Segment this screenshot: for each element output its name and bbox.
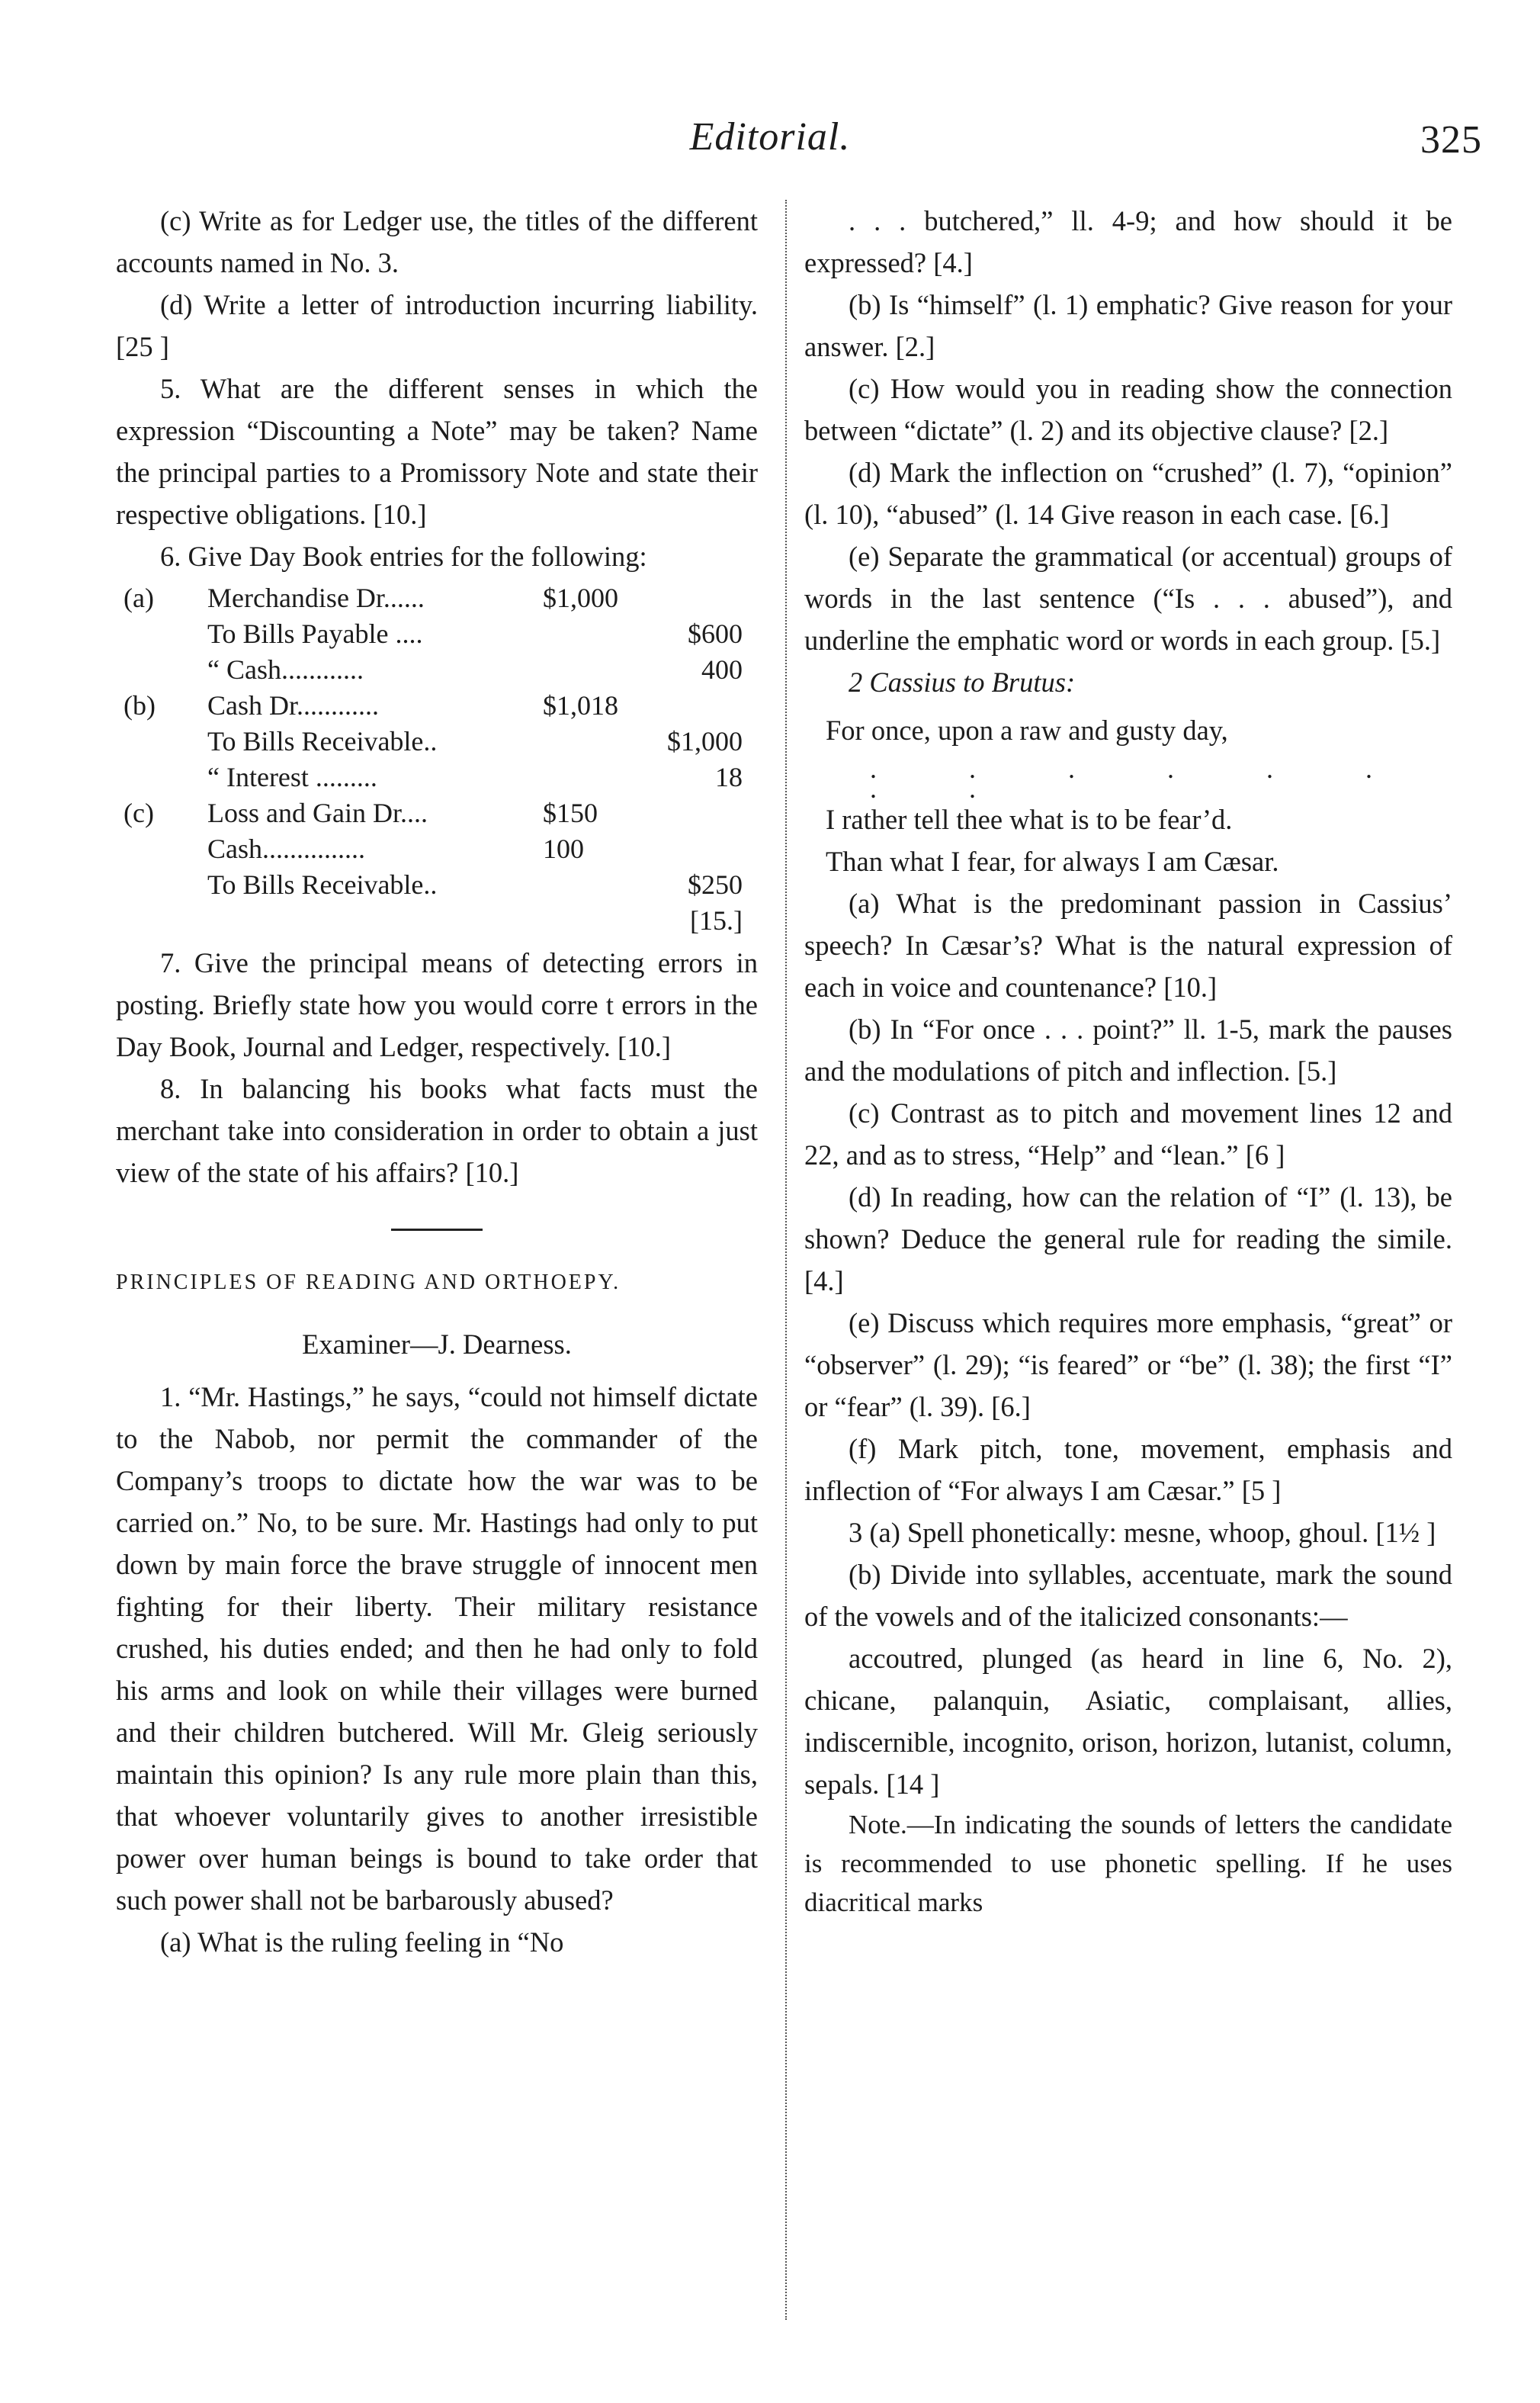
question-4d: (d) Write a letter of introduction incurring liability. [25 ]: [116, 289, 758, 362]
entry-text: To Bills Receivable..: [207, 869, 438, 900]
section-title: PRINCIPLES OF READING AND ORTHOEPY.: [116, 1271, 621, 1294]
question-1e: (e) Separate the grammatical (or accentual) groups of words in the last sentence (“Is . . . abused”), and underline the emphatic word or words in each group. [5.]: [804, 541, 1452, 656]
question-1a-start: (a) What is the ruling feeling in “No: [160, 1926, 564, 1958]
entry-row: [116, 580, 758, 616]
question-3a: 3 (a) Spell phonetically: mesne, whoop, ghoul. [1½ ]: [849, 1517, 1436, 1548]
entry-text: Cash Dr............: [207, 690, 379, 721]
question-3b-words: accoutred, plunged (as heard in line 6, No. 2), chicane, palanquin, Asiatic, complaisant, allies, indiscernible, incognito, orison, horizon, lutanist, column, sepals. [14 ]: [804, 1643, 1452, 1800]
entry-debit: $1,000: [543, 583, 618, 613]
entry-credit: $1,000: [667, 726, 743, 757]
quote-line: I rather tell thee what is to be fear’d.: [826, 804, 1233, 835]
entry-credit: 400: [701, 654, 743, 685]
entry-text: Cash...............: [207, 834, 365, 864]
question-6: 6. Give Day Book entries for the following:: [160, 541, 647, 572]
page-header: [0, 114, 1540, 175]
entry-text: “ Cash............: [207, 654, 364, 685]
question-2e: (e) Discuss which requires more emphasis, “great” or “observer” (l. 29); “is feared” or “be” (l. 38); the first “I” or “fear” (l. 39). [6.]: [804, 1307, 1452, 1422]
entry-row: [116, 724, 758, 760]
running-head: Editorial.: [689, 115, 851, 159]
entry-label: (a): [124, 583, 154, 613]
quote-ellipsis: . . . . . . . .: [870, 753, 1415, 804]
question-7: 7. Give the principal means of detecting errors in posting. Briefly state how you would corre t errors in the Day Book, Journal and Ledger, respectively. [10.]: [116, 947, 758, 1062]
entry-row: [116, 688, 758, 724]
quote-line: Than what I fear, for always I am Cæsar.: [826, 846, 1279, 877]
entry-row: [116, 867, 758, 903]
entry-row: [116, 652, 758, 688]
entry-row: [116, 616, 758, 652]
passage: 1. “Mr. Hastings,” he says, “could not himself dictate to the Nabob, nor permit the commander of the Company’s troops to dictate how the war was to be carried on.” No, to be sure. Mr. Hastings had only to put down by main force the brave struggle of innocent men fighting for their liberty. Their military resistance crushed, his duties ended; and then he had only to fold his arms and look on while their villages were burned and their children butchered. Will Mr. Gleig seriously maintain this opinion? Is any rule more plain than this, that whoever voluntarily gives to another irresistible power over human beings is bound to take order that such power shall not be barbarously abused?: [116, 1381, 758, 1916]
note: Note.—In indicating the sounds of letters the candidate is recommended to use phonetic spelling. If he uses diacritical marks: [804, 1810, 1452, 1917]
question-2a: (a) What is the predominant passion in Cassius’ speech? In Cæsar’s? What is the natural expression of each in voice and countenance? [10.]: [804, 888, 1452, 1003]
entry-debit: $150: [543, 798, 598, 828]
poem-quote: [826, 709, 1452, 882]
question-1a-continued: . . . butchered,” ll. 4-9; and how should it be expressed? [4.]: [804, 205, 1452, 278]
section-rule: [391, 1229, 483, 1231]
question-2d: (d) In reading, how can the relation of “I” (l. 13), be shown? Deduce the general rule for reading the simile. [4.]: [804, 1181, 1452, 1296]
entry-text: “ Interest .........: [207, 762, 377, 792]
question-1c: (c) How would you in reading show the connection between “dictate” (l. 2) and its objective clause? [2.]: [804, 373, 1452, 446]
question-5: 5. What are the different senses in which the expression “Discounting a Note” may be taken? Name the principal parties to a Promissory Note and state their respective obligations. [10.]: [116, 373, 758, 530]
question-3b: (b) Divide into syllables, accentuate, mark the sound of the vowels and of the italicized consonants:—: [804, 1559, 1452, 1632]
entry-debit: 100: [543, 834, 584, 864]
entry-credit: $600: [688, 618, 743, 649]
question-4c: (c) Write as for Ledger use, the titles of the different accounts named in No. 3.: [116, 205, 758, 278]
right-column: [804, 200, 1452, 1922]
entry-text: To Bills Receivable..: [207, 726, 438, 757]
entry-label: (b): [124, 690, 156, 721]
question-8: 8. In balancing his books what facts must the merchant take into consideration in order to obtain a just view of the state of his affairs? [10.]: [116, 1073, 758, 1188]
left-column: [116, 200, 758, 1963]
entry-credit: 18: [715, 762, 743, 792]
question-1d: (d) Mark the inflection on “crushed” (l. 7), “opinion” (l. 10), “abused” (l. 14 Give reason in each case. [6.]: [804, 457, 1452, 530]
entry-text: To Bills Payable ....: [207, 618, 423, 649]
examiner-line: Examiner—J. Dearness.: [302, 1328, 572, 1360]
entry-row: [116, 760, 758, 795]
entry-row: [116, 795, 758, 831]
entry-label: (c): [124, 798, 154, 828]
question-2b: (b) In “For once . . . point?” ll. 1-5, mark the pauses and the modulations of pitch and inflection. [5.]: [804, 1014, 1452, 1087]
day-book-entries: [116, 580, 758, 939]
question-2f: (f) Mark pitch, tone, movement, emphasis and inflection of “For always I am Cæsar.” [5 ]: [804, 1433, 1452, 1506]
entry-text: Merchandise Dr......: [207, 583, 425, 613]
question-2-heading: 2 Cassius to Brutus:: [849, 667, 1076, 698]
page-number: 325: [1420, 118, 1482, 162]
entry-debit: $1,018: [543, 690, 618, 721]
entry-text: Loss and Gain Dr....: [207, 798, 428, 828]
question-1b: (b) Is “himself” (l. 1) emphatic? Give reason for your answer. [2.]: [804, 289, 1452, 362]
question-2c: (c) Contrast as to pitch and movement lines 12 and 22, and as to stress, “Help” and “lean.” [6 ]: [804, 1097, 1452, 1171]
entry-row: [116, 831, 758, 867]
question-6-marks: [15.]: [690, 905, 743, 936]
quote-line: For once, upon a raw and gusty day,: [826, 715, 1228, 746]
column-divider: [785, 200, 787, 2320]
entry-credit: $250: [688, 869, 743, 900]
